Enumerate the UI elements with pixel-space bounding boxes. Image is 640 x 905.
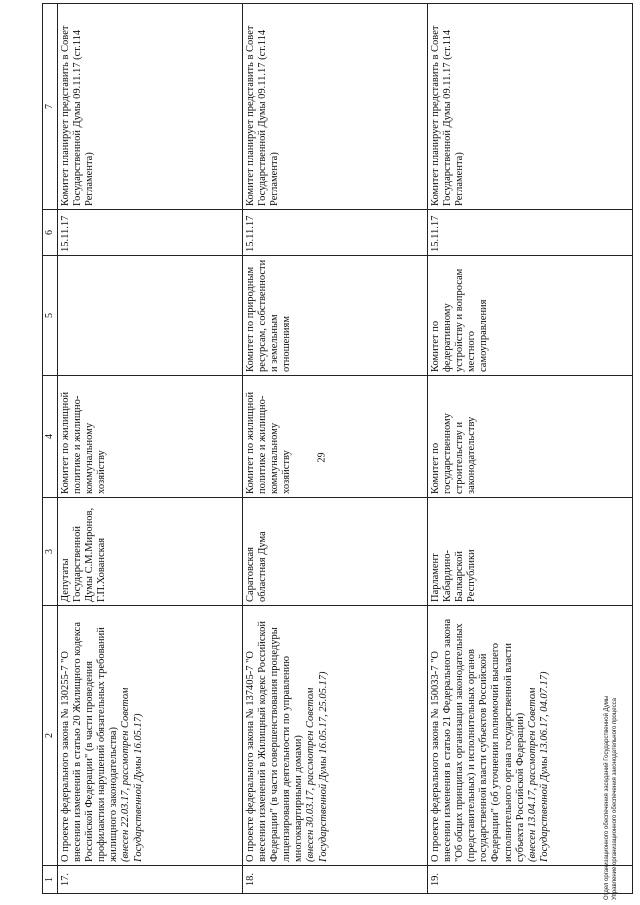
co-committee-cell — [57, 256, 242, 376]
bill-title: О проекте федерального закона № 150033-7 "О внесении изменения в статью 21 Федерального закона "Об общих принципах организации законодательных (представительных) и исполнительных органов государственной власти субъектов Российской Федерации" (об уточнении полномочий высшего исполнительного органа государственной власти субъекта Российской Федерации) — [429, 618, 526, 862]
bill-meta: (внесен 13.04.17, рассмотрен Советом Государственной Думы 13.06.17, 04.07.17) — [526, 671, 551, 862]
co-committee-cell: Комитет по федеративному устройству и вопросам местного самоуправления — [427, 256, 632, 376]
column-header: 5 — [43, 256, 58, 376]
footer-directorate: Управление организационного обеспечения законодательного процесса — [611, 698, 618, 900]
date-cell: 15.11.17 — [57, 210, 242, 256]
author-cell: Саратовская областная Дума — [242, 498, 427, 606]
date-cell: 15.11.17 — [427, 210, 632, 256]
bill-meta: (внесен 30.03.17, рассмотрен Советом Государственной Думы 16.05.17, 25.05.17) — [305, 671, 329, 862]
row-number: 18. — [242, 866, 427, 894]
column-header: 2 — [43, 606, 58, 866]
bill-title-cell — [242, 606, 427, 866]
page-number: 29 — [316, 452, 328, 463]
note-cell: Комитет планирует представить в Совет Государственной Думы 09.11.17 (ст.114 Регламента) — [242, 4, 427, 210]
table-row — [242, 4, 427, 894]
note-cell: Комитет планирует представить в Совет Государственной Думы 09.11.17 (ст.114 Регламента) — [57, 4, 242, 210]
column-header: 4 — [43, 376, 58, 498]
bills-table — [42, 3, 633, 894]
header-row — [43, 4, 58, 894]
table-row — [427, 4, 632, 894]
column-header: 7 — [43, 4, 58, 210]
author-cell: Депутаты Государственной Думы С.М.Миронов, Г.П.Хованская — [57, 498, 242, 606]
bill-title: О проекте федерального закона № 130255-7 "О внесении изменений в статью 20 Жилищного кодекса Российской Федерации" (в части проведения профилактики нарушений обязательных требований жилищного законодательства) — [59, 621, 120, 862]
row-number: 17. — [57, 866, 242, 894]
column-header: 6 — [43, 210, 58, 256]
column-header: 3 — [43, 498, 58, 606]
responsible-committee-cell: Комитет по жилищной политике и жилищно-коммунальному хозяйству — [242, 376, 427, 498]
footer-department: Отдел организационного обеспечения заседаний Государственной Думы — [604, 695, 610, 900]
bill-title: О проекте федерального закона № 137405-7 "О внесении изменений в Жилищный кодекс Российской Федерации" (в части совершенствования процедуры лицензирования деятельности по управлению многоквартирными домами) — [244, 621, 305, 862]
document-table-container — [42, 4, 614, 894]
note-cell: Комитет планирует представить в Совет Государственной Думы 09.11.17 (ст.114 Регламента) — [427, 4, 632, 210]
bill-title-cell — [427, 606, 632, 866]
co-committee-cell: Комитет по природным ресурсам, собственности и земельным отношениям — [242, 256, 427, 376]
bill-meta: (внесен 22.03.17, рассмотрен Советом Государственной Думы 16.05.17) — [120, 687, 144, 862]
responsible-committee-cell: Комитет по жилищной политике и жилищно-коммунальному хозяйству — [57, 376, 242, 498]
table-row — [57, 4, 242, 894]
date-cell: 15.11.17 — [242, 210, 427, 256]
row-number: 19. — [427, 866, 632, 894]
responsible-committee-cell: Комитет по государственному строительству и законодательству — [427, 376, 632, 498]
page-footer — [604, 600, 634, 900]
author-cell: Парламент Кабардино-Балкарской Республики — [427, 498, 632, 606]
bill-title-cell — [57, 606, 242, 866]
column-header: 1 — [43, 866, 58, 894]
